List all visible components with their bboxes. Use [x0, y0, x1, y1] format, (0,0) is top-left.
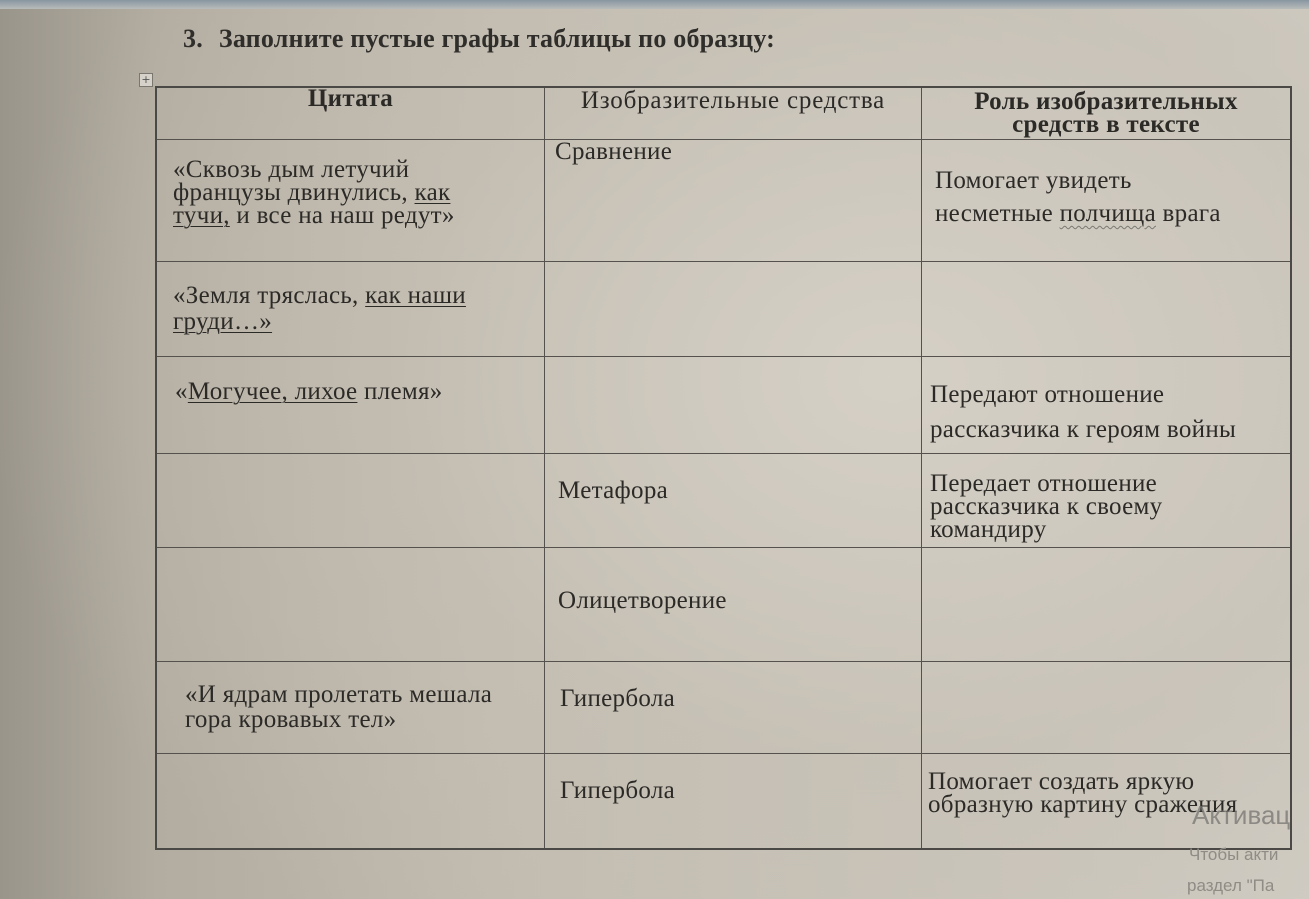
device-text: Олицетворение	[558, 587, 727, 614]
text-segment: «	[175, 378, 188, 405]
table-header-device[interactable]	[545, 88, 922, 140]
header-label: Цитата	[307, 85, 394, 112]
task-text: Заполните пустые графы таблицы по образцу:	[218, 24, 776, 53]
spellcheck-segment: полчища	[1059, 200, 1156, 227]
table-cell-role-empty[interactable]	[922, 548, 1290, 662]
table-cell-quote-empty[interactable]	[157, 454, 545, 548]
underlined-segment: как наши	[365, 282, 466, 309]
text-segment: «Сквозь дым летучий	[173, 156, 410, 183]
answer-table	[155, 86, 1292, 850]
text-segment: Помогает увидеть	[935, 167, 1132, 194]
underlined-segment: Могучее, лихое	[187, 378, 358, 405]
device-text: Сравнение	[555, 138, 673, 165]
text-segment: французы двинулись,	[173, 179, 415, 206]
windows-activation-title: Активац	[1192, 800, 1291, 830]
windows-activation-line: раздел "Па	[1187, 876, 1275, 895]
text-segment: племя»	[357, 378, 443, 405]
text-segment: и все на наш редут»	[229, 202, 455, 229]
task-instruction	[183, 24, 775, 54]
text-segment: несметные	[935, 200, 1060, 227]
underlined-segment: тучи,	[173, 202, 230, 229]
text-line: Передает отношение	[930, 470, 1158, 497]
table-cell-quote-empty[interactable]	[157, 754, 545, 848]
table-cell-device[interactable]	[545, 140, 922, 262]
table-cell-quote[interactable]	[157, 262, 545, 357]
table-cell-quote[interactable]	[157, 140, 545, 262]
table-cell-quote[interactable]	[157, 357, 545, 454]
device-text: Метафора	[558, 477, 669, 504]
windows-activation-line: Чтобы акти	[1189, 845, 1279, 864]
text-line: рассказчика к героям войны	[930, 416, 1237, 443]
table-cell-device-empty[interactable]	[545, 262, 922, 357]
quote-text	[173, 158, 455, 227]
header-line: средств в тексте	[1012, 111, 1200, 138]
table-cell-device[interactable]	[545, 548, 922, 662]
text-line: Передают отношение	[930, 381, 1165, 408]
text-line: командиру	[930, 516, 1047, 543]
table-cell-quote-empty[interactable]	[157, 548, 545, 662]
monitor-bezel	[0, 0, 1309, 9]
device-text: Гипербола	[560, 685, 676, 712]
text-line: «И ядрам пролетать мешала	[185, 681, 493, 708]
table-cell-role[interactable]	[922, 454, 1290, 548]
role-text	[935, 164, 1221, 230]
text-line: образную картину сражения	[928, 791, 1238, 818]
table-cell-device[interactable]	[545, 662, 922, 754]
quote-text	[175, 380, 443, 404]
header-line: Роль изобразительных	[974, 88, 1238, 115]
text-segment: «Земля тряслась,	[173, 282, 366, 309]
header-label	[922, 90, 1290, 136]
text-segment: врага	[1156, 200, 1221, 227]
table-cell-device[interactable]	[545, 754, 922, 848]
device-text: Гипербола	[560, 777, 676, 804]
underlined-segment: как	[414, 179, 451, 206]
task-number: 3.	[183, 24, 203, 53]
table-cell-device[interactable]	[545, 454, 922, 548]
text-line: рассказчика к своему	[930, 493, 1163, 520]
table-cell-role[interactable]	[922, 140, 1290, 262]
table-cell-role-empty[interactable]	[922, 262, 1290, 357]
table-cell-role-empty[interactable]	[922, 662, 1290, 754]
table-move-handle-icon[interactable]: +	[139, 73, 153, 87]
quote-text	[185, 682, 492, 732]
role-text	[930, 472, 1162, 541]
quote-text	[173, 283, 466, 335]
header-label: Изобразительные средства	[580, 87, 886, 114]
text-line: Помогает создать яркую	[928, 768, 1195, 795]
text-line: гора кровавых тел»	[185, 706, 397, 733]
table-cell-device-empty[interactable]	[545, 357, 922, 454]
table-header-quote[interactable]	[157, 85, 545, 140]
table-cell-quote[interactable]	[157, 662, 545, 754]
underlined-segment: груди…»	[173, 308, 273, 335]
role-text	[930, 377, 1236, 447]
table-header-role[interactable]	[922, 88, 1290, 140]
table-cell-role[interactable]	[922, 357, 1290, 454]
